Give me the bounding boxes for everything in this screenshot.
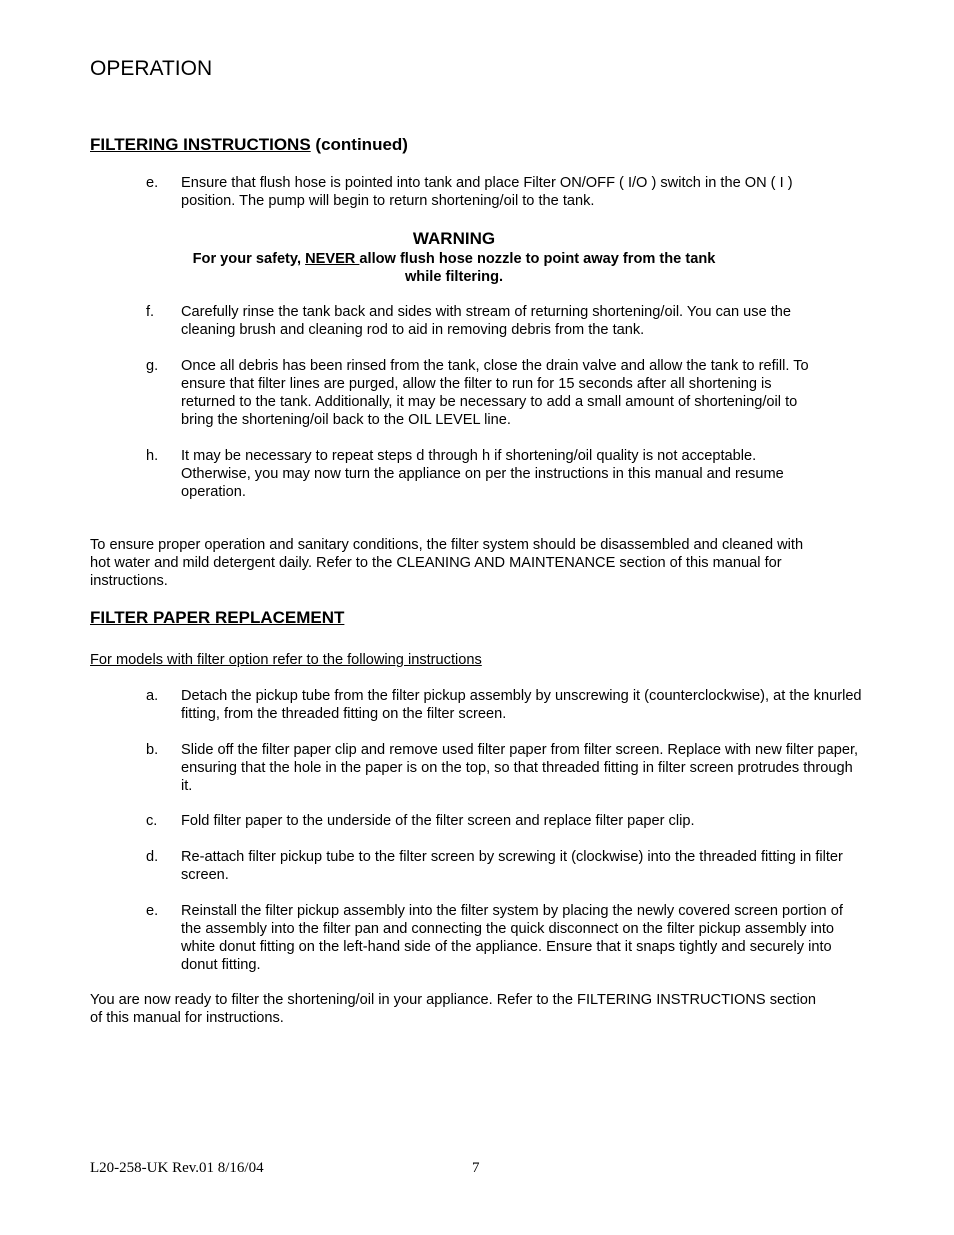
replacement-closing-paragraph: You are now ready to filter the shortening/oil in your appliance. Refer to the FILTERING INSTRUCTIONS section of this manual for instructions. (90, 992, 816, 1026)
warning-title: WARNING (412, 229, 496, 248)
filtering-heading-suffix: (continued) (310, 135, 408, 154)
step-letter: e. (146, 903, 159, 919)
step-text: It may be necessary to repeat steps d through h if shortening/oil quality is not acceptable. Otherwise, you may now turn the appliance on per the instructions in this manual and resume operation. (181, 448, 784, 500)
step-text: Carefully rinse the tank back and sides with stream of returning shortening/oil. You can use the cleaning brush and cleaning rod to aid in removing debris from the tank. (181, 304, 792, 338)
step-text: Slide off the filter paper clip and remove used filter paper from filter screen. Replace with new filter paper, ensuring that the hole in the paper is on the top, so that threaded fitting in filter screen protrudes through it. (181, 742, 859, 794)
filtering-instructions-heading (90, 134, 408, 156)
step-letter: c. (146, 813, 158, 829)
warning-text (180, 250, 728, 286)
filtering-heading-main: FILTERING INSTRUCTIONS (90, 135, 311, 154)
filtering-closing-paragraph: To ensure proper operation and sanitary conditions, the filter system should be disassembled and cleaned with hot water and mild detergent daily. Refer to the CLEANING AND MAINTENANCE section of this manual for instructions. (90, 537, 804, 589)
warning-text-after: allow flush hose nozzle to point away from the tank while filtering. (359, 251, 716, 285)
step-text: Once all debris has been rinsed from the tank, close the drain valve and allow the tank to refill. To ensure that filter lines are purged, allow the filter to run for 15 seconds after all shortening is returned to the tank. Additionally, it may be necessary to add a small amount of shortening/oil to bring the shortening/oil back to the OIL LEVEL line. (181, 358, 809, 428)
step-text: Reinstall the filter pickup assembly into the filter system by placing the newly covered screen portion of the assembly into the filter pan and connecting the quick disconnect on the filter pickup assembly into white donut fitting on the left-hand side of the appliance. Ensure that it snaps tightly and securely into donut fitting. (181, 903, 843, 973)
step-letter: e. (146, 175, 159, 191)
warning-text-before: For your safety, (192, 251, 306, 267)
step-letter: g. (146, 358, 159, 374)
section-title: OPERATION (90, 57, 213, 80)
footer-document-id: L20-258-UK Rev.01 8/16/04 (90, 1160, 264, 1176)
step-text: Detach the pickup tube from the filter pickup assembly by unscrewing it (counterclockwise), at the knurled fitting, from the threaded fitting on the filter screen. (181, 688, 862, 722)
step-text: Re-attach filter pickup tube to the filter screen by screwing it (clockwise) into the threaded fitting in filter screen. (181, 849, 843, 883)
filter-paper-replacement-heading: FILTER PAPER REPLACEMENT (90, 608, 345, 627)
step-letter: a. (146, 688, 159, 704)
filter-option-note: For models with filter option refer to the following instructions (90, 652, 482, 668)
warning-text-never: NEVER (305, 251, 360, 267)
step-text: Ensure that flush hose is pointed into tank and place Filter ON/OFF ( I/O ) switch in the ON ( I ) position. The pump will begin to return shortening/oil to the tank. (181, 175, 793, 209)
step-letter: f. (146, 304, 155, 320)
step-letter: d. (146, 849, 159, 865)
step-letter: b. (146, 742, 159, 758)
step-letter: h. (146, 448, 159, 464)
step-text: Fold filter paper to the underside of the filter screen and replace filter paper clip. (181, 813, 695, 829)
footer-page-number: 7 (472, 1160, 480, 1176)
